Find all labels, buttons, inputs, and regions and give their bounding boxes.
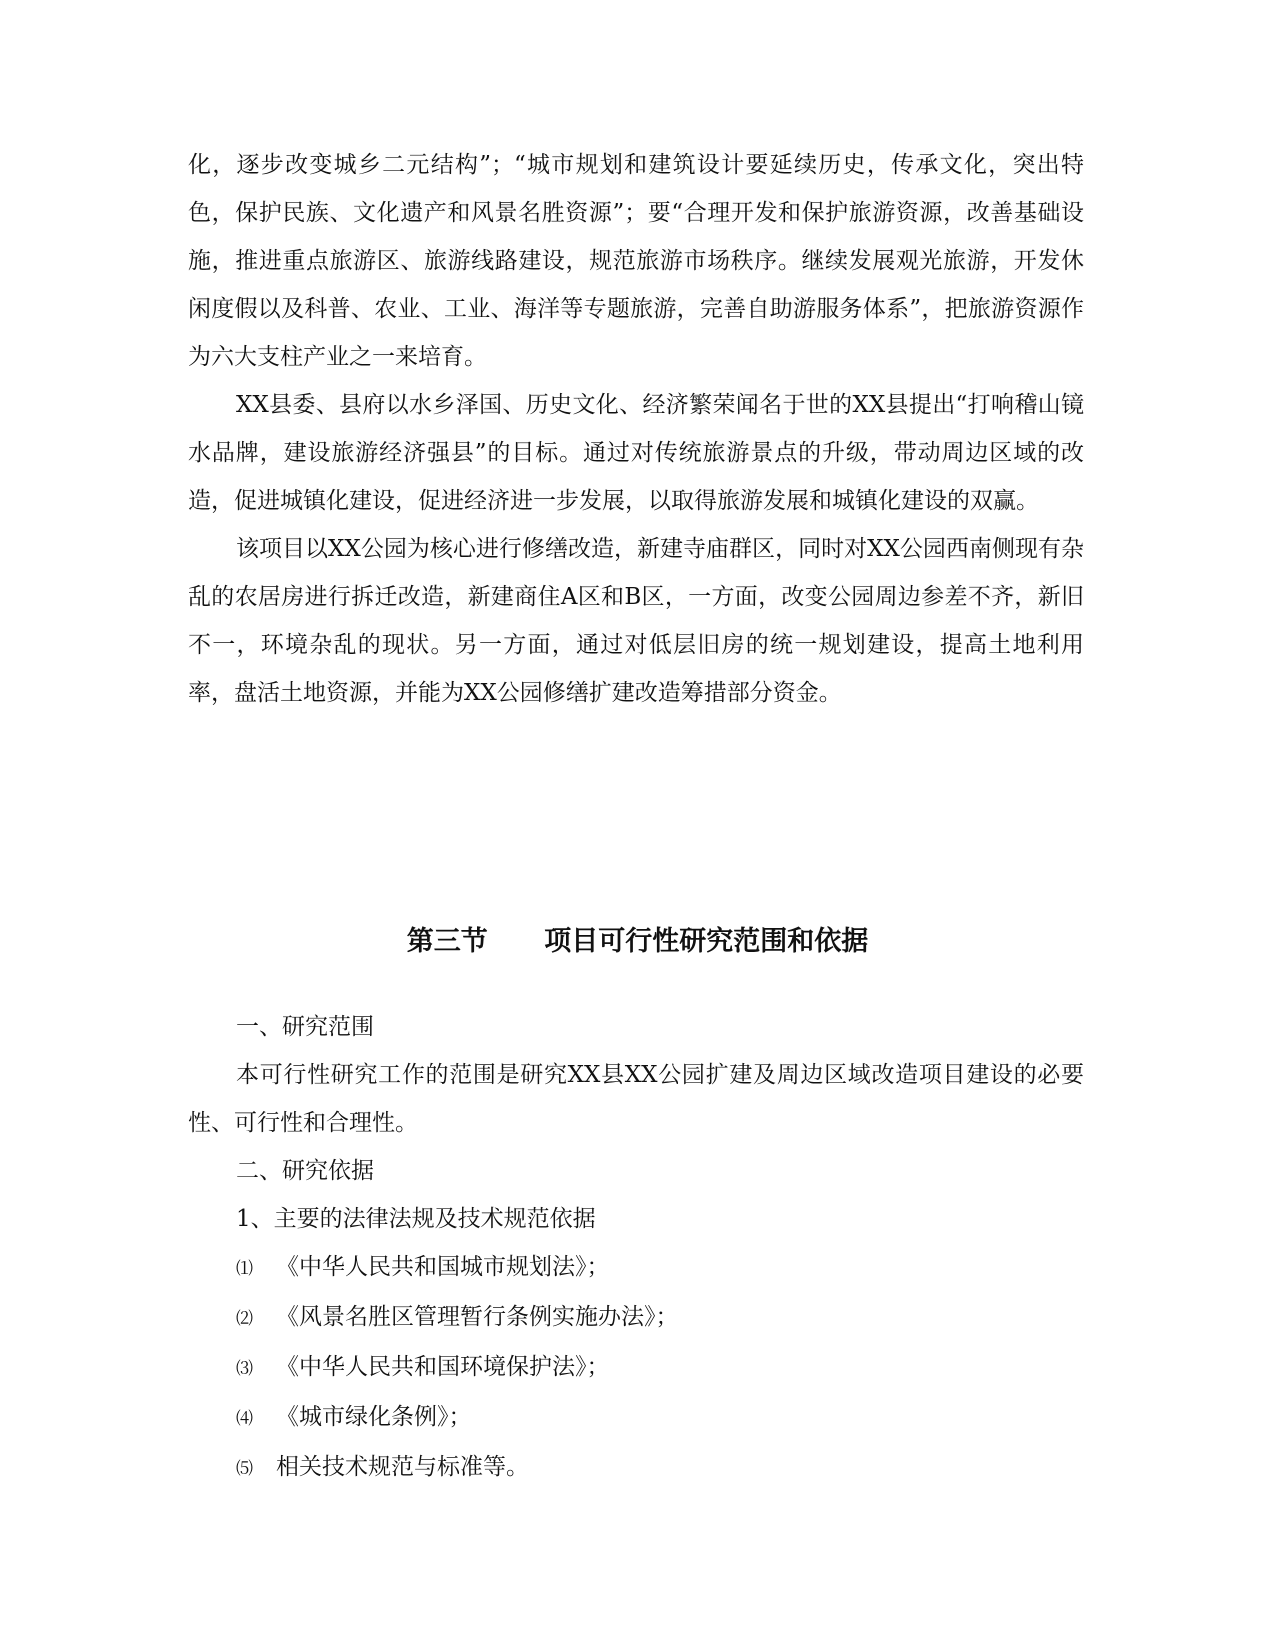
section-title: 第三节 项目可行性研究范围和依据 (406, 926, 869, 957)
list-item (188, 1293, 1084, 1343)
list-number: ⑷ (236, 1409, 253, 1429)
list-item (188, 1393, 1084, 1443)
list-text: 《风景名胜区管理暂行条例实施办法》； (276, 1304, 679, 1330)
list-number: ⑴ (236, 1259, 253, 1279)
list-number: ⑵ (236, 1309, 253, 1329)
intro-text (188, 141, 1084, 717)
paragraph: 化，逐步改变城乡二元结构”；“城市规划和建筑设计要延续历史，传承文化，突出特色，保护民族、文化遗产和风景名胜资源”；要“合理开发和保护旅游资源，改善基础设施，推进重点旅游区、旅游线路建设，规范旅游市场秩序。继续发展观光旅游，开发休闲度假以及科普、农业、工业、海洋等专题旅游，完善自助游服务体系”，把旅游资源作为六大支柱产业之一来培育。 (188, 152, 1084, 370)
paragraph: 该项目以XX公园为核心进行修缮改造，新建寺庙群区，同时对XX公园西南侧现有杂乱的农居房进行拆迁改造，新建商住A区和B区，一方面，改变公园周边参差不齐，新旧不一，环境杂乱的现状。另一方面，通过对低层旧房的统一规划建设，提高土地利用率，盘活土地资源，并能为XX公园修缮扩建改造筹措部分资金。 (188, 536, 1084, 706)
basis-subheading: 1、主要的法律法规及技术规范依据 (236, 1206, 596, 1232)
basis-heading: 二、研究依据 (236, 1158, 374, 1184)
scope-heading: 一、研究范围 (236, 1014, 374, 1040)
list-text: 相关技术规范与标准等。 (276, 1454, 529, 1480)
list-number: ⑸ (236, 1459, 253, 1479)
list-item (188, 1243, 1084, 1293)
list-text: 《中华人民共和国环境保护法》； (276, 1354, 610, 1380)
list-text: 《城市绿化条例》； (276, 1404, 472, 1430)
scope-text: 本可行性研究工作的范围是研究XX县XX公园扩建及周边区域改造项目建设的必要性、可行性和合理性。 (188, 1062, 1084, 1136)
list-item (188, 1343, 1084, 1393)
list-item (188, 1443, 1084, 1493)
paragraph: XX县委、县府以水乡泽国、历史文化、经济繁荣闻名于世的XX县提出“打响稽山镜水品牌，建设旅游经济强县”的目标。通过对传统旅游景点的升级，带动周边区域的改造，促进城镇化建设，促进经济进一步发展，以取得旅游发展和城镇化建设的双赢。 (188, 392, 1084, 514)
list-number: ⑶ (236, 1359, 253, 1379)
list-text: 《中华人民共和国城市规划法》； (276, 1254, 610, 1280)
research-section (188, 1003, 1084, 1493)
